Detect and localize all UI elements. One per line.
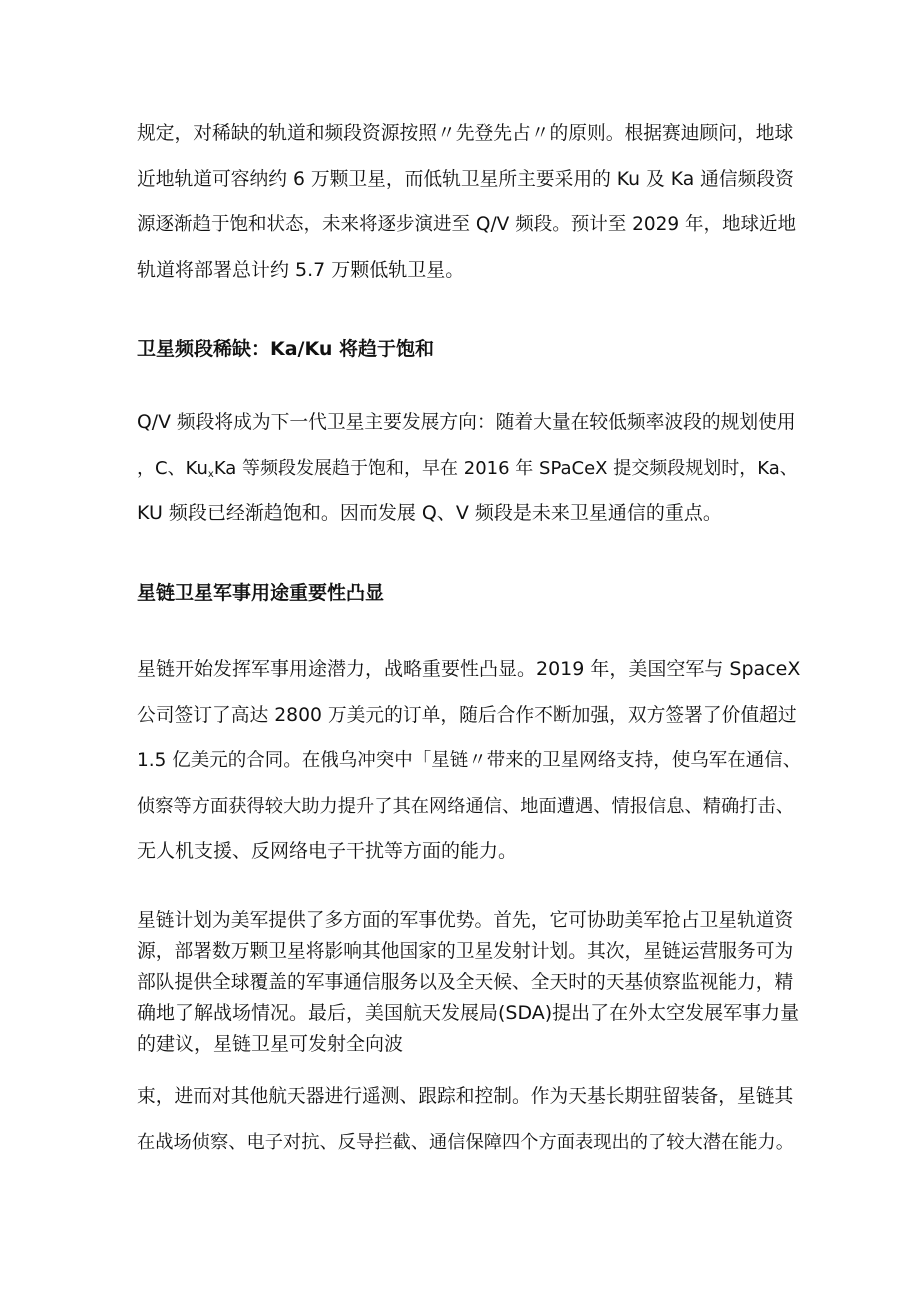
section-heading-military: 星链卫星军事用途重要性凸显 bbox=[137, 582, 385, 604]
section-heading-frequency: 卫星频段稀缺：Ka/Ku 将趋于饱和 bbox=[137, 338, 435, 360]
subscript-text: x bbox=[207, 468, 214, 480]
text-line: 侦察等方面获得较大助力提升了其在网络通信、地面遭遇、情报信息、精确打击、 bbox=[137, 795, 794, 817]
text-line: 近地轨道可容纳约 6 万颗卫星，而低轨卫星所主要采用的 Ku 及 Ka 通信频段资 bbox=[137, 168, 794, 190]
text-line: 1.5 亿美元的合同。在俄乌冲突中「星链〃带来的卫星网络支持，使乌军在通信、 bbox=[137, 750, 802, 771]
text-line: 的建议，星链卫星可发射全向波 bbox=[137, 1033, 404, 1055]
text-line: 确地了解战场情况。最后，美国航天发展局(SDA)提出了在外太空发展军事力量 bbox=[137, 1002, 800, 1024]
text-line: 星链开始发挥军事用途潜力，战略重要性凸显。2019 年，美国空军与 SpaceX bbox=[137, 658, 801, 680]
paragraph-starlink-capabilities bbox=[137, 1074, 797, 1165]
text-line: 规定，对稀缺的轨道和频段资源按照〃先登先占〃的原则。根据赛迪顾问，地球 bbox=[137, 123, 794, 144]
text-line: 束，进而对其他航天器进行遥测、跟踪和控制。作为天基长期驻留装备，星链其 bbox=[137, 1086, 794, 1107]
text-segment: ，C、Ku bbox=[137, 457, 208, 479]
paragraph-qv-band bbox=[137, 400, 797, 537]
paragraph-military-potential bbox=[137, 647, 802, 875]
text-line: 轨道将部署总计约 5.7 万颗低轨卫星。 bbox=[137, 258, 465, 281]
text-line: 源逐渐趋于饱和状态，未来将逐步演进至 Q/V 频段。预计至 2029 年，地球近地 bbox=[137, 214, 797, 235]
text-segment: Ka 等频段发展趋于饱和，早在 2016 年 SPaCeX 提交频段规划时，Ka、 bbox=[213, 457, 798, 479]
text-line: KU 频段已经渐趋饱和。因而发展 Q、V 频段是未来卫星通信的重点。 bbox=[137, 502, 722, 524]
text-line bbox=[137, 446, 797, 492]
paragraph-orbit-frequency bbox=[137, 111, 797, 293]
text-line: 公司签订了高达 2800 万美元的订单，随后合作不断加强，双方签署了价值超过 bbox=[137, 704, 797, 726]
text-line: 在战场侦察、电子对抗、反导拦截、通信保障四个方面表现出的了较大潜在能力。 bbox=[137, 1131, 794, 1153]
text-line: 星链计划为美军提供了多方面的军事优势。首先，它可协助美军抢占卫星轨道资 bbox=[137, 910, 794, 931]
text-line: Q/V 频段将成为下一代卫星主要发展方向：随着大量在较低频率波段的规划使用 bbox=[137, 412, 796, 433]
paragraph-military-advantages bbox=[137, 905, 800, 1060]
text-line: 无人机支援、反网络电子干扰等方面的能力。 bbox=[137, 840, 518, 862]
text-line: 部队提供全球覆盖的军事通信服务以及全天候、全天时的天基侦察监视能力，精 bbox=[137, 972, 794, 993]
text-line: 源，部署数万颗卫星将影响其他国家的卫星发射计划。其次，星链运营服务可为 bbox=[137, 941, 794, 962]
